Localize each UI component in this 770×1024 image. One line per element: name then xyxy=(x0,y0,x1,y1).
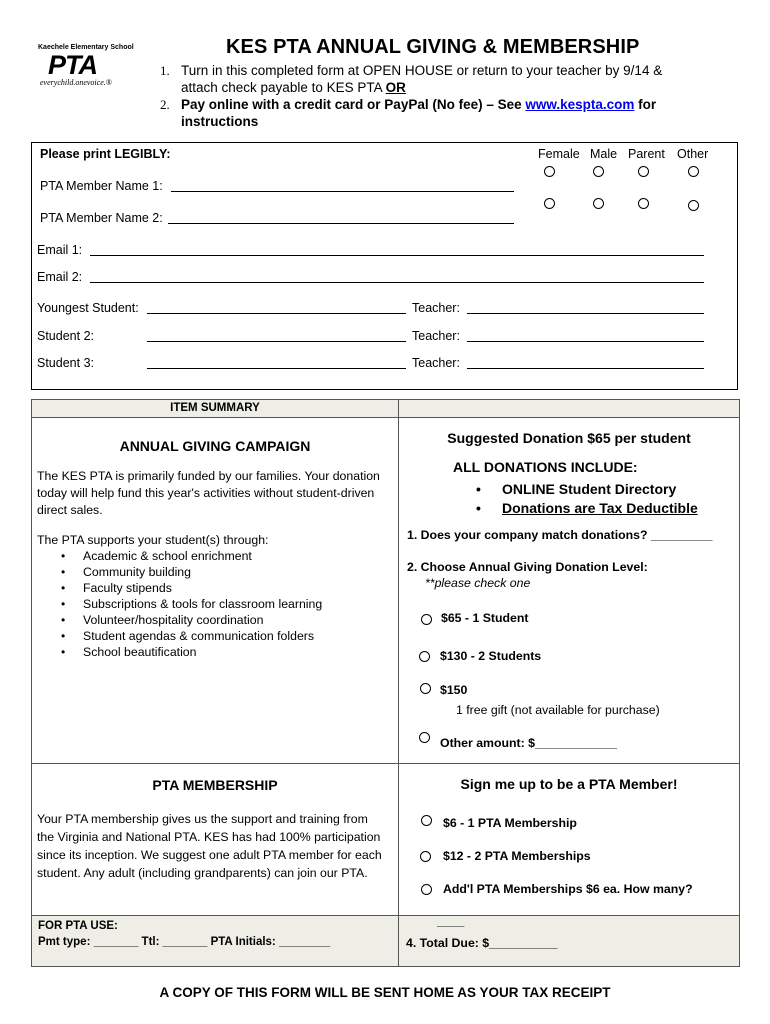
list-item: • School beautification xyxy=(37,644,382,660)
level-65-label: $65 - 1 Student xyxy=(441,611,529,625)
donation-level-question: 2. Choose Annual Giving Donation Level: xyxy=(407,560,648,574)
membership-12-label: $12 - 2 PTA Memberships xyxy=(443,849,591,863)
member2-female-radio[interactable] xyxy=(544,198,555,209)
company-match-question: 1. Does your company match donations? _________ xyxy=(407,528,713,542)
other-amount-label: Other amount: $____________ xyxy=(440,736,618,750)
membership-6-label: $6 - 1 PTA Membership xyxy=(443,816,577,830)
instruction-number: 2. xyxy=(160,97,170,112)
member1-field[interactable] xyxy=(171,191,514,192)
list-item: • Community building xyxy=(37,564,382,580)
instruction-number: 1. xyxy=(160,63,170,78)
member2-label: PTA Member Name 2: xyxy=(40,211,163,225)
member2-field[interactable] xyxy=(168,223,514,224)
parent-header: Parent xyxy=(628,147,665,161)
member2-other-radio[interactable] xyxy=(688,200,699,211)
level-130-radio[interactable] xyxy=(419,651,430,662)
total-due-label: 4. Total Due: $__________ xyxy=(406,936,558,950)
member1-label: PTA Member Name 1: xyxy=(40,179,163,193)
annual-giving-description: The KES PTA is primarily funded by our families. Your donation today will help fund this year's activities without student-driven direct sales. xyxy=(37,469,380,517)
level-130-label: $130 - 2 Students xyxy=(440,649,542,663)
instruction-text: Turn in this completed form at OPEN HOUSE or return to your teacher by 9/14 & attach check payable to KES PTA xyxy=(181,63,663,95)
teacher2-field[interactable] xyxy=(467,341,704,342)
kespta-link[interactable]: www.kespta.com xyxy=(525,97,635,112)
level-150-label: $150 xyxy=(440,683,468,697)
logo-tagline: everychild.onevoice.® xyxy=(40,78,112,87)
pta-logo: PTA xyxy=(48,50,97,80)
membership-title: PTA MEMBERSHIP xyxy=(152,777,278,793)
page-title: KES PTA ANNUAL GIVING & MEMBERSHIP xyxy=(226,36,640,58)
membership-description: Your PTA membership gives us the support and training from the Virginia and National PTA. KES has had 100% participation since its inception. We suggest one adult PTA member for each student. Any adult (including grandparents) can join our PTA. xyxy=(37,812,382,880)
item-summary-header: ITEM SUMMARY xyxy=(170,402,260,414)
supports-list xyxy=(37,548,382,660)
addl-membership-count-field[interactable]: ____ xyxy=(437,914,465,928)
teacher1-field[interactable] xyxy=(467,313,704,314)
male-header: Male xyxy=(590,147,618,161)
instruction-or: OR xyxy=(385,80,406,95)
include-bullet: • xyxy=(476,500,481,516)
divider xyxy=(32,763,739,764)
print-legibly-label: Please print LEGIBLY: xyxy=(40,147,171,161)
for-pta-use-label: FOR PTA USE: xyxy=(38,920,118,932)
include-tax-deductible: Donations are Tax Deductible xyxy=(502,500,698,516)
youngest-student-field[interactable] xyxy=(147,313,406,314)
suggested-donation: Suggested Donation $65 per student xyxy=(447,430,691,446)
include-directory: ONLINE Student Directory xyxy=(502,481,677,497)
member1-other-radio[interactable] xyxy=(688,166,699,177)
instruction-text: Pay online with a credit card or PayPal (No fee) – See xyxy=(181,97,526,112)
column-divider xyxy=(398,400,399,966)
tax-receipt-notice: A COPY OF THIS FORM WILL BE SENT HOME AS YOUR TAX RECEIPT xyxy=(159,985,611,1000)
addl-membership-radio[interactable] xyxy=(421,884,432,895)
summary-header-shade-right xyxy=(399,400,739,417)
student3-label: Student 3: xyxy=(37,356,94,370)
divider xyxy=(32,417,739,418)
member2-parent-radio[interactable] xyxy=(638,198,649,209)
pta-use-fields: Pmt type: _______ Ttl: _______ PTA Initials: ________ xyxy=(38,936,331,948)
email2-field[interactable] xyxy=(90,282,704,283)
list-item: • Academic & school enrichment xyxy=(37,548,382,564)
email1-label: Email 1: xyxy=(37,243,83,257)
youngest-student-label: Youngest Student: xyxy=(37,301,139,315)
check-one-note: **please check one xyxy=(425,576,531,590)
teacher2-label: Teacher: xyxy=(412,329,460,343)
member1-female-radio[interactable] xyxy=(544,166,555,177)
membership-6-radio[interactable] xyxy=(421,815,432,826)
list-item: • Volunteer/hospitality coordination xyxy=(37,612,382,628)
list-item: • Faculty stipends xyxy=(37,580,382,596)
include-bullet: • xyxy=(476,481,481,497)
email1-field[interactable] xyxy=(90,255,704,256)
level-65-radio[interactable] xyxy=(421,614,432,625)
member1-parent-radio[interactable] xyxy=(638,166,649,177)
email2-label: Email 2: xyxy=(37,270,83,284)
annual-giving-title: ANNUAL GIVING CAMPAIGN xyxy=(119,438,311,454)
member2-male-radio[interactable] xyxy=(593,198,604,209)
supports-intro: The PTA supports your student(s) through: xyxy=(37,533,269,547)
membership-12-radio[interactable] xyxy=(420,851,431,862)
teacher1-label: Teacher: xyxy=(412,301,460,315)
signup-title: Sign me up to be a PTA Member! xyxy=(460,776,678,792)
teacher3-field[interactable] xyxy=(467,368,704,369)
all-donations-include: ALL DONATIONS INCLUDE: xyxy=(453,459,638,475)
instruction-text-after: for instructions xyxy=(181,97,657,129)
level-150-radio[interactable] xyxy=(420,683,431,694)
list-item: • Subscriptions & tools for classroom learning xyxy=(37,596,382,612)
level-150-note: 1 free gift (not available for purchase) xyxy=(456,703,660,717)
other-amount-radio[interactable] xyxy=(419,732,430,743)
member1-male-radio[interactable] xyxy=(593,166,604,177)
teacher3-label: Teacher: xyxy=(412,356,460,370)
student2-label: Student 2: xyxy=(37,329,94,343)
student2-field[interactable] xyxy=(147,341,406,342)
logo-school-name: Kaechele Elementary School xyxy=(38,44,134,51)
list-item: • Student agendas & communication folders xyxy=(37,628,382,644)
student3-field[interactable] xyxy=(147,368,406,369)
addl-membership-label: Add'l PTA Memberships $6 ea. How many? xyxy=(443,882,693,896)
other-header: Other xyxy=(677,147,709,161)
female-header: Female xyxy=(538,147,580,161)
